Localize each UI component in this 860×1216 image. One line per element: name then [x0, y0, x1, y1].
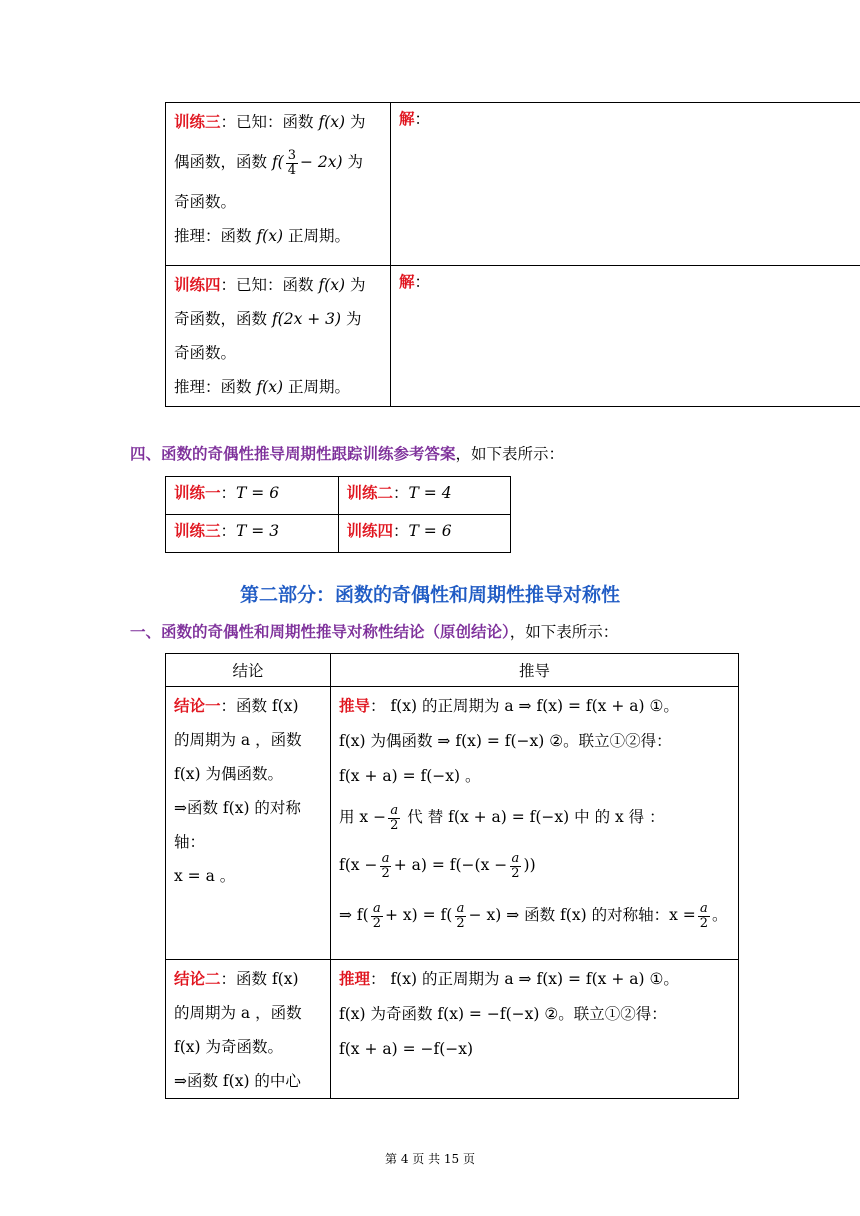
fraction-a-over-2: $\frac{a}{2}$	[390, 802, 399, 833]
answer-cell: 训练一：T = 6	[166, 477, 339, 515]
conclusion-2-derivation: 推理： f(x) 的正周期为 a ⇒ f(x) = f(x + a) ①。 f(x) 为奇函数 f(x) = −f(−x) ②。联立①②得： f(x + a) = −f(−x)	[331, 960, 739, 1099]
training-3-answer: 解：	[391, 103, 860, 266]
answers-table	[165, 476, 511, 553]
training-row-3	[166, 103, 860, 266]
training-3-question: 训练三：已知：函数 f(x) 为 偶函数，函数 f( $\frac{3}{4}$ − 2x) 为 奇函数。 推理：函数 f(x) 正周期。	[166, 103, 391, 266]
fraction-a-over-2: $\frac{a}{2}$	[699, 900, 709, 931]
fraction-a-over-2: $\frac{a}{2}$	[511, 850, 520, 881]
training-4-answer: 解：	[391, 266, 860, 407]
conclusion-header-row	[166, 654, 739, 687]
training-4-question: 训练四：已知：函数 f(x) 为 奇函数，函数 f(2x + 3) 为 奇函数。 推理：函数 f(x) 正周期。	[166, 266, 391, 407]
conclusion-row-2	[166, 960, 739, 1099]
answer-cell: 训练三：T = 3	[166, 515, 339, 553]
conclusion-1-derivation: 推导： f(x) 的正周期为 a ⇒ f(x) = f(x + a) ①。 f(x) 为偶函数 ⇒ f(x) = f(−x) ②。联立①②得： f(x + a) = f(−x) 。 用 x − $\frac{a}{2}$ 代 替 f(x + a) = f(−x) 中 的 x 得 ： f(x − $\frac{a}{2}$ + a) = f(−(x − $\frac{a}{2}$ )) ⇒ f( $\frac{a}{2}$ + x) = f( $\frac{a}{2}$ − x) ⇒ 函数 f(x) 的对称轴：x = $\frac{a}{2}$ 。	[331, 687, 739, 960]
fraction-a-over-2: $\frac{a}{2}$	[456, 900, 465, 931]
conclusion-row-1	[166, 687, 739, 960]
training-table	[165, 102, 860, 407]
training-4-label: 训练四	[174, 276, 221, 294]
answers-row	[166, 477, 511, 515]
header-conclusion: 结论	[166, 654, 331, 687]
section-4-heading: 四、函数的奇偶性推导周期性跟踪训练参考答案，如下表所示：	[130, 445, 565, 463]
page-footer: 第 4 页 共 15 页	[385, 1152, 475, 1166]
answer-cell: 训练四：T = 6	[338, 515, 511, 553]
conclusion-table	[165, 653, 739, 1099]
answer-cell: 训练二：T = 4	[338, 477, 511, 515]
conclusion-2-text: 结论二：函数 f(x) 的周期为 a ，函数 f(x) 为奇函数。 ⇒函数 f(x) 的中心	[166, 960, 331, 1099]
conclusion-1-text: 结论一：函数 f(x) 的周期为 a ，函数 f(x) 为偶函数。 ⇒函数 f(x) 的对称 轴： x = a 。	[166, 687, 331, 960]
part-2-title: 第二部分：函数的奇偶性和周期性推导对称性	[239, 584, 620, 606]
fraction-3-4: $\frac{3}{4}$	[287, 147, 297, 178]
section-1-heading: 一、函数的奇偶性和周期性推导对称性结论（原创结论），如下表所示：	[130, 623, 619, 641]
training-3-label: 训练三	[174, 113, 221, 131]
fraction-a-over-2: $\frac{a}{2}$	[372, 900, 381, 931]
training-row-4	[166, 266, 860, 407]
fraction-a-over-2: $\frac{a}{2}$	[381, 850, 390, 881]
answers-row	[166, 515, 511, 553]
header-derivation: 推导	[331, 654, 739, 687]
